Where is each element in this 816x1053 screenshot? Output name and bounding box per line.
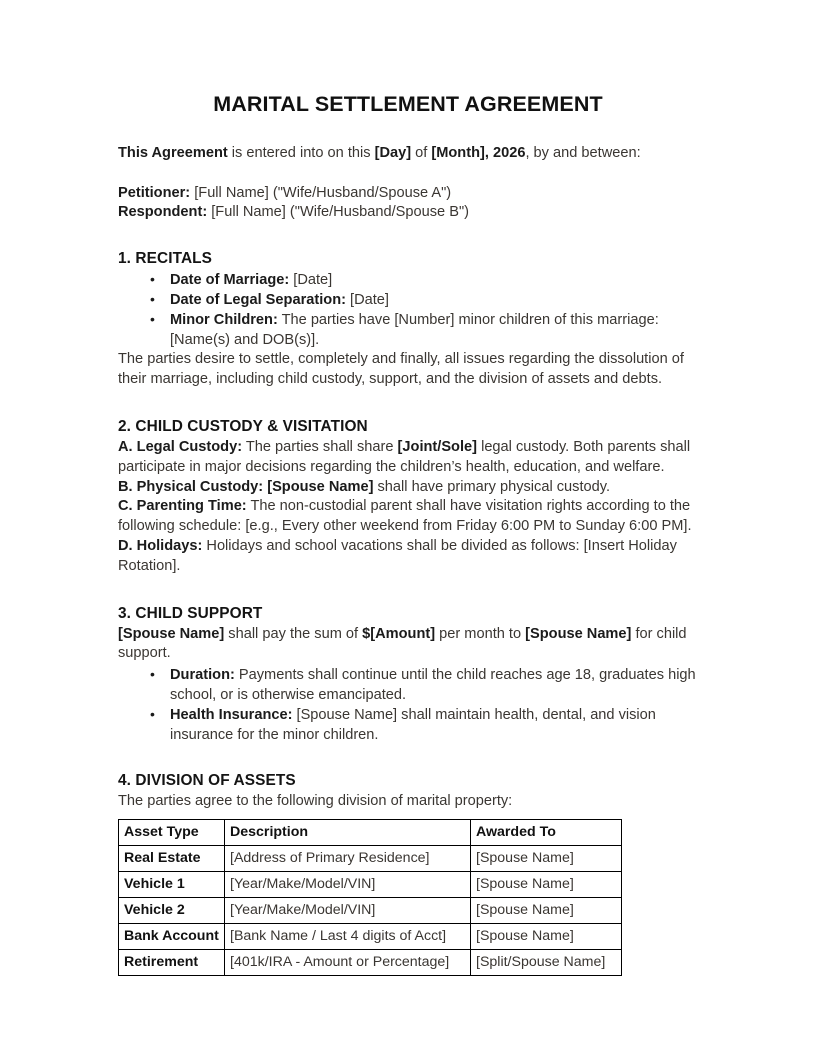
support-text-3: for child support.	[118, 625, 687, 662]
clause-a-text-2: legal custody. Both parents shall participate in major decisions regarding the children’s health, education, and welfare.	[118, 438, 691, 475]
custody-clause-c	[118, 497, 698, 537]
cell-description: [Year/Make/Model/VIN]	[225, 898, 471, 924]
list-item	[118, 271, 698, 291]
bullet-text: [Date]	[289, 272, 333, 289]
bullet-text: The parties have [Number] minor children of this marriage: [Name(s) and DOB(s)].	[170, 311, 659, 348]
section-heading-custody: 2. CHILD CUSTODY & VISITATION	[118, 417, 368, 435]
cell-description: [401k/IRA - Amount or Percentage]	[225, 950, 471, 976]
section-heading-recitals: 1. RECITALS	[118, 250, 213, 268]
column-header-asset-type: Asset Type	[119, 820, 225, 846]
parties-block	[118, 184, 698, 224]
cell-awarded-to: [Split/Spouse Name]	[471, 950, 622, 976]
page-title: MARITAL SETTLEMENT AGREEMENT	[213, 92, 603, 116]
recitals-closing-paragraph: The parties desire to settle, completely and finally, all issues regarding the dissolution of their marriage, including child custody, support, and the division of assets and debts.	[118, 351, 684, 388]
respondent-value: [Full Name] ("Wife/Husband/Spouse B")	[207, 204, 469, 221]
intro-year: 2026	[492, 144, 526, 161]
assets-intro-paragraph: The parties agree to the following division of marital property:	[118, 793, 513, 810]
agreement-intro-paragraph	[118, 144, 698, 164]
list-item	[118, 706, 698, 746]
child-support-body	[118, 625, 698, 746]
support-amount: $[Amount]	[362, 625, 436, 642]
cell-awarded-to: [Spouse Name]	[471, 872, 622, 898]
clause-c-text: The non-custodial parent shall have visitation rights according to the following schedule: [e.g., Every other weekend from Friday 6:00 PM to Sunday 6:00 PM].	[118, 498, 692, 535]
table-row	[119, 924, 622, 950]
petitioner-label: Petitioner:	[118, 184, 191, 201]
clause-c-label: C. Parenting Time:	[118, 498, 247, 515]
assets-table	[118, 819, 622, 976]
bullet-label: Minor Children:	[170, 311, 278, 328]
list-item	[118, 666, 698, 706]
table-row	[119, 950, 622, 976]
column-header-awarded-to: Awarded To	[471, 820, 622, 846]
clause-a-label: A. Legal Custody:	[118, 438, 243, 455]
bullet-label: Date of Legal Separation:	[170, 291, 346, 308]
child-support-lead-paragraph	[118, 625, 698, 665]
bullet-text: Payments shall continue until the child reaches age 18, graduates high school, or is otherwise emancipated.	[170, 667, 696, 703]
cell-asset-type: Vehicle 2	[119, 898, 225, 924]
intro-text-2: of	[411, 144, 432, 161]
custody-body	[118, 438, 698, 577]
cell-asset-type: Real Estate	[119, 846, 225, 872]
support-payee: [Spouse Name]	[525, 625, 632, 642]
cell-asset-type: Retirement	[119, 950, 225, 976]
bullet-text: [Date]	[345, 291, 389, 308]
table-header-row	[119, 820, 622, 846]
table-row	[119, 898, 622, 924]
respondent-line	[118, 203, 698, 223]
recitals-bullet-list	[118, 271, 698, 350]
intro-lead: This Agreement	[118, 144, 228, 161]
table-row	[119, 846, 622, 872]
list-item	[118, 291, 698, 311]
custody-clause-b	[118, 478, 698, 498]
support-text-1: shall pay the sum of	[224, 625, 363, 642]
table-row	[119, 872, 622, 898]
clause-d-text: Holidays and school vacations shall be divided as follows: [Insert Holiday Rotation].	[118, 537, 677, 574]
intro-text-1: is entered into on this	[227, 144, 375, 161]
cell-awarded-to: [Spouse Name]	[471, 924, 622, 950]
bullet-label: Health Insurance:	[170, 706, 293, 723]
intro-month-placeholder: [Month]	[431, 144, 485, 161]
list-item	[118, 311, 698, 351]
bullet-label: Date of Marriage:	[170, 272, 290, 289]
clause-b-label: B. Physical Custody: [Spouse Name]	[118, 478, 374, 495]
cell-asset-type: Vehicle 1	[119, 872, 225, 898]
support-text-2: per month to	[435, 625, 526, 642]
section-heading-division-of-assets: 4. DIVISION OF ASSETS	[118, 772, 296, 790]
bullet-label: Duration:	[170, 667, 235, 684]
clause-a-option: [Joint/Sole]	[397, 438, 478, 455]
petitioner-line	[118, 184, 698, 204]
custody-clause-a	[118, 438, 698, 478]
respondent-label: Respondent:	[118, 204, 208, 221]
intro-day-placeholder: [Day]	[374, 144, 412, 161]
bullet-text: [Spouse Name] shall maintain health, dental, and vision insurance for the minor children.	[170, 706, 656, 743]
child-support-bullet-list	[118, 666, 698, 745]
support-payor: [Spouse Name]	[118, 625, 225, 642]
section-heading-child-support: 3. CHILD SUPPORT	[118, 604, 263, 622]
clause-a-text-1: The parties shall share	[242, 438, 398, 455]
column-header-description: Description	[225, 820, 471, 846]
clause-b-text: shall have primary physical custody.	[373, 478, 611, 495]
cell-asset-type: Bank Account	[119, 924, 225, 950]
cell-description: [Year/Make/Model/VIN]	[225, 872, 471, 898]
clause-d-label: D. Holidays:	[118, 537, 203, 554]
petitioner-value: [Full Name] ("Wife/Husband/Spouse A")	[190, 184, 452, 201]
document-body	[118, 0, 698, 976]
intro-text-3: ,	[484, 144, 493, 161]
cell-description: [Address of Primary Residence]	[225, 846, 471, 872]
cell-awarded-to: [Spouse Name]	[471, 846, 622, 872]
intro-text-4: , by and between:	[525, 144, 641, 161]
custody-clause-d	[118, 537, 698, 577]
cell-description: [Bank Name / Last 4 digits of Acct]	[225, 924, 471, 950]
cell-awarded-to: [Spouse Name]	[471, 898, 622, 924]
